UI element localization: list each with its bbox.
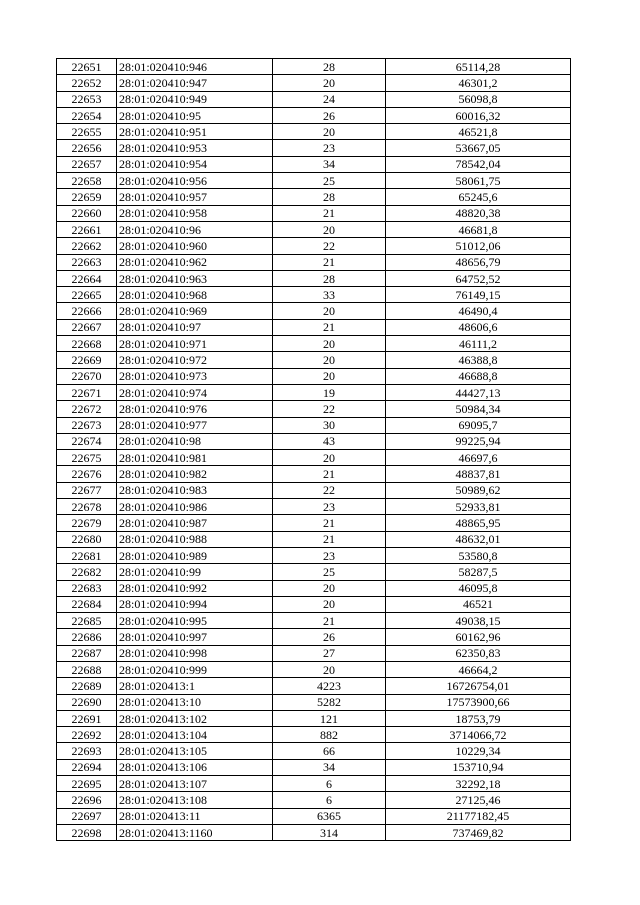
- table-row: [57, 596, 571, 612]
- area-cell: 20: [273, 303, 386, 319]
- area-cell: 22: [273, 238, 386, 254]
- table-row: [57, 808, 571, 824]
- row-number-cell: 22680: [57, 531, 117, 547]
- row-number-cell: 22662: [57, 238, 117, 254]
- cadastral-value-cell: 18753,79: [386, 710, 571, 726]
- area-cell: 21: [273, 531, 386, 547]
- table-row: [57, 319, 571, 335]
- table-row: [57, 173, 571, 189]
- row-number-cell: 22679: [57, 515, 117, 531]
- row-number-cell: 22659: [57, 189, 117, 205]
- cadastral-number-cell: 28:01:020413:104: [117, 727, 273, 743]
- row-number-cell: 22653: [57, 91, 117, 107]
- table-row: [57, 384, 571, 400]
- table-row: [57, 678, 571, 694]
- cadastral-value-cell: 48656,79: [386, 254, 571, 270]
- cadastral-value-cell: 46301,2: [386, 75, 571, 91]
- table-row: [57, 466, 571, 482]
- table-row: [57, 499, 571, 515]
- table-row: [57, 221, 571, 237]
- cadastral-number-cell: 28:01:020410:95: [117, 107, 273, 123]
- row-number-cell: 22685: [57, 613, 117, 629]
- cadastral-number-cell: 28:01:020410:974: [117, 384, 273, 400]
- row-number-cell: 22660: [57, 205, 117, 221]
- row-number-cell: 22669: [57, 352, 117, 368]
- table-row: [57, 303, 571, 319]
- cadastral-value-cell: 48820,38: [386, 205, 571, 221]
- row-number-cell: 22666: [57, 303, 117, 319]
- area-cell: 20: [273, 450, 386, 466]
- cadastral-value-cell: 46521: [386, 596, 571, 612]
- cadastral-number-cell: 28:01:020410:989: [117, 547, 273, 563]
- row-number-cell: 22670: [57, 368, 117, 384]
- table-row: [57, 710, 571, 726]
- table-row: [57, 287, 571, 303]
- table-row: [57, 531, 571, 547]
- cadastral-number-cell: 28:01:020413:10: [117, 694, 273, 710]
- row-number-cell: 22656: [57, 140, 117, 156]
- cadastral-value-cell: 44427,13: [386, 384, 571, 400]
- area-cell: 20: [273, 368, 386, 384]
- area-cell: 23: [273, 499, 386, 515]
- row-number-cell: 22661: [57, 221, 117, 237]
- row-number-cell: 22687: [57, 645, 117, 661]
- cadastral-value-cell: 21177182,45: [386, 808, 571, 824]
- cadastral-value-cell: 737469,82: [386, 824, 571, 840]
- cadastral-value-cell: 10229,34: [386, 743, 571, 759]
- area-cell: 24: [273, 91, 386, 107]
- cadastral-value-cell: 49038,15: [386, 613, 571, 629]
- area-cell: 23: [273, 140, 386, 156]
- table-row: [57, 401, 571, 417]
- area-cell: 28: [273, 270, 386, 286]
- cadastral-value-cell: 46095,8: [386, 580, 571, 596]
- row-number-cell: 22682: [57, 564, 117, 580]
- cadastral-number-cell: 28:01:020410:995: [117, 613, 273, 629]
- table-body: [57, 59, 571, 841]
- cadastral-value-cell: 48606,6: [386, 319, 571, 335]
- area-cell: 6: [273, 792, 386, 808]
- row-number-cell: 22671: [57, 384, 117, 400]
- area-cell: 43: [273, 433, 386, 449]
- area-cell: 26: [273, 629, 386, 645]
- cadastral-value-cell: 48632,01: [386, 531, 571, 547]
- area-cell: 5282: [273, 694, 386, 710]
- table-row: [57, 645, 571, 661]
- row-number-cell: 22696: [57, 792, 117, 808]
- area-cell: 34: [273, 156, 386, 172]
- row-number-cell: 22667: [57, 319, 117, 335]
- area-cell: 25: [273, 173, 386, 189]
- cadastral-number-cell: 28:01:020410:97: [117, 319, 273, 335]
- cadastral-number-cell: 28:01:020410:992: [117, 580, 273, 596]
- cadastral-number-cell: 28:01:020410:98: [117, 433, 273, 449]
- area-cell: 20: [273, 661, 386, 677]
- row-number-cell: 22677: [57, 482, 117, 498]
- cadastral-number-cell: 28:01:020410:962: [117, 254, 273, 270]
- cadastral-number-cell: 28:01:020410:963: [117, 270, 273, 286]
- row-number-cell: 22686: [57, 629, 117, 645]
- cadastral-number-cell: 28:01:020413:1: [117, 678, 273, 694]
- table-row: [57, 776, 571, 792]
- cadastral-value-table: [56, 58, 571, 841]
- area-cell: 20: [273, 221, 386, 237]
- cadastral-number-cell: 28:01:020413:102: [117, 710, 273, 726]
- table-row: [57, 759, 571, 775]
- cadastral-value-cell: 48865,95: [386, 515, 571, 531]
- area-cell: 22: [273, 401, 386, 417]
- row-number-cell: 22698: [57, 824, 117, 840]
- row-number-cell: 22672: [57, 401, 117, 417]
- cadastral-value-cell: 78542,04: [386, 156, 571, 172]
- cadastral-number-cell: 28:01:020410:953: [117, 140, 273, 156]
- table-row: [57, 75, 571, 91]
- cadastral-number-cell: 28:01:020410:947: [117, 75, 273, 91]
- cadastral-number-cell: 28:01:020413:11: [117, 808, 273, 824]
- table-row: [57, 433, 571, 449]
- table-row: [57, 515, 571, 531]
- area-cell: 20: [273, 596, 386, 612]
- cadastral-number-cell: 28:01:020410:968: [117, 287, 273, 303]
- row-number-cell: 22668: [57, 336, 117, 352]
- table-row: [57, 336, 571, 352]
- cadastral-value-cell: 46111,2: [386, 336, 571, 352]
- row-number-cell: 22694: [57, 759, 117, 775]
- area-cell: 28: [273, 59, 386, 75]
- cadastral-value-cell: 58061,75: [386, 173, 571, 189]
- table-row: [57, 368, 571, 384]
- area-cell: 22: [273, 482, 386, 498]
- area-cell: 121: [273, 710, 386, 726]
- table-row: [57, 694, 571, 710]
- area-cell: 27: [273, 645, 386, 661]
- table-row: [57, 189, 571, 205]
- area-cell: 20: [273, 124, 386, 140]
- cadastral-number-cell: 28:01:020410:969: [117, 303, 273, 319]
- table-row: [57, 613, 571, 629]
- table-row: [57, 547, 571, 563]
- cadastral-number-cell: 28:01:020410:946: [117, 59, 273, 75]
- row-number-cell: 22664: [57, 270, 117, 286]
- area-cell: 882: [273, 727, 386, 743]
- row-number-cell: 22673: [57, 417, 117, 433]
- row-number-cell: 22676: [57, 466, 117, 482]
- row-number-cell: 22674: [57, 433, 117, 449]
- row-number-cell: 22665: [57, 287, 117, 303]
- cadastral-number-cell: 28:01:020410:951: [117, 124, 273, 140]
- cadastral-number-cell: 28:01:020410:99: [117, 564, 273, 580]
- table-row: [57, 564, 571, 580]
- row-number-cell: 22654: [57, 107, 117, 123]
- row-number-cell: 22683: [57, 580, 117, 596]
- table-row: [57, 417, 571, 433]
- area-cell: 21: [273, 254, 386, 270]
- cadastral-value-cell: 69095,7: [386, 417, 571, 433]
- table-row: [57, 254, 571, 270]
- cadastral-value-cell: 65245,6: [386, 189, 571, 205]
- cadastral-value-cell: 64752,52: [386, 270, 571, 286]
- cadastral-number-cell: 28:01:020410:987: [117, 515, 273, 531]
- cadastral-value-cell: 60162,96: [386, 629, 571, 645]
- table-row: [57, 352, 571, 368]
- area-cell: 21: [273, 319, 386, 335]
- table-row: [57, 156, 571, 172]
- cadastral-number-cell: 28:01:020410:973: [117, 368, 273, 384]
- cadastral-value-cell: 46688,8: [386, 368, 571, 384]
- cadastral-value-cell: 53667,05: [386, 140, 571, 156]
- table-row: [57, 661, 571, 677]
- table-row: [57, 727, 571, 743]
- cadastral-number-cell: 28:01:020410:994: [117, 596, 273, 612]
- row-number-cell: 22681: [57, 547, 117, 563]
- cadastral-number-cell: 28:01:020410:956: [117, 173, 273, 189]
- cadastral-number-cell: 28:01:020410:96: [117, 221, 273, 237]
- cadastral-value-cell: 16726754,01: [386, 678, 571, 694]
- cadastral-value-cell: 65114,28: [386, 59, 571, 75]
- cadastral-value-cell: 53580,8: [386, 547, 571, 563]
- row-number-cell: 22691: [57, 710, 117, 726]
- cadastral-value-cell: 46521,8: [386, 124, 571, 140]
- cadastral-number-cell: 28:01:020410:954: [117, 156, 273, 172]
- area-cell: 20: [273, 352, 386, 368]
- table-row: [57, 824, 571, 840]
- area-cell: 20: [273, 580, 386, 596]
- cadastral-number-cell: 28:01:020410:960: [117, 238, 273, 254]
- cadastral-number-cell: 28:01:020413:108: [117, 792, 273, 808]
- row-number-cell: 22651: [57, 59, 117, 75]
- cadastral-number-cell: 28:01:020413:107: [117, 776, 273, 792]
- table-row: [57, 792, 571, 808]
- cadastral-value-cell: 17573900,66: [386, 694, 571, 710]
- area-cell: 30: [273, 417, 386, 433]
- cadastral-value-cell: 52933,81: [386, 499, 571, 515]
- area-cell: 21: [273, 613, 386, 629]
- table-row: [57, 140, 571, 156]
- cadastral-number-cell: 28:01:020413:1160: [117, 824, 273, 840]
- cadastral-value-cell: 62350,83: [386, 645, 571, 661]
- table-row: [57, 59, 571, 75]
- cadastral-number-cell: 28:01:020410:988: [117, 531, 273, 547]
- cadastral-value-cell: 3714066,72: [386, 727, 571, 743]
- cadastral-number-cell: 28:01:020410:982: [117, 466, 273, 482]
- table-row: [57, 482, 571, 498]
- table-row: [57, 580, 571, 596]
- area-cell: 4223: [273, 678, 386, 694]
- cadastral-value-cell: 46664,2: [386, 661, 571, 677]
- cadastral-number-cell: 28:01:020413:106: [117, 759, 273, 775]
- row-number-cell: 22652: [57, 75, 117, 91]
- row-number-cell: 22657: [57, 156, 117, 172]
- table-row: [57, 629, 571, 645]
- row-number-cell: 22675: [57, 450, 117, 466]
- row-number-cell: 22692: [57, 727, 117, 743]
- cadastral-value-cell: 58287,5: [386, 564, 571, 580]
- table-row: [57, 124, 571, 140]
- row-number-cell: 22658: [57, 173, 117, 189]
- cadastral-value-cell: 51012,06: [386, 238, 571, 254]
- cadastral-value-cell: 32292,18: [386, 776, 571, 792]
- table-row: [57, 270, 571, 286]
- area-cell: 19: [273, 384, 386, 400]
- cadastral-value-cell: 56098,8: [386, 91, 571, 107]
- cadastral-number-cell: 28:01:020410:958: [117, 205, 273, 221]
- area-cell: 21: [273, 205, 386, 221]
- row-number-cell: 22655: [57, 124, 117, 140]
- cadastral-number-cell: 28:01:020413:105: [117, 743, 273, 759]
- cadastral-value-cell: 50989,62: [386, 482, 571, 498]
- area-cell: 66: [273, 743, 386, 759]
- row-number-cell: 22690: [57, 694, 117, 710]
- cadastral-number-cell: 28:01:020410:977: [117, 417, 273, 433]
- table-row: [57, 107, 571, 123]
- row-number-cell: 22688: [57, 661, 117, 677]
- cadastral-value-cell: 27125,46: [386, 792, 571, 808]
- cadastral-value-cell: 46490,4: [386, 303, 571, 319]
- cadastral-number-cell: 28:01:020410:999: [117, 661, 273, 677]
- cadastral-number-cell: 28:01:020410:997: [117, 629, 273, 645]
- table-row: [57, 238, 571, 254]
- area-cell: 25: [273, 564, 386, 580]
- table-row: [57, 205, 571, 221]
- cadastral-value-cell: 50984,34: [386, 401, 571, 417]
- cadastral-number-cell: 28:01:020410:986: [117, 499, 273, 515]
- area-cell: 33: [273, 287, 386, 303]
- cadastral-number-cell: 28:01:020410:971: [117, 336, 273, 352]
- area-cell: 21: [273, 466, 386, 482]
- row-number-cell: 22678: [57, 499, 117, 515]
- area-cell: 314: [273, 824, 386, 840]
- cadastral-number-cell: 28:01:020410:972: [117, 352, 273, 368]
- area-cell: 6: [273, 776, 386, 792]
- cadastral-value-cell: 46681,8: [386, 221, 571, 237]
- cadastral-value-cell: 46697,6: [386, 450, 571, 466]
- row-number-cell: 22663: [57, 254, 117, 270]
- cadastral-value-cell: 153710,94: [386, 759, 571, 775]
- cadastral-value-cell: 48837,81: [386, 466, 571, 482]
- cadastral-number-cell: 28:01:020410:981: [117, 450, 273, 466]
- area-cell: 26: [273, 107, 386, 123]
- cadastral-value-cell: 60016,32: [386, 107, 571, 123]
- area-cell: 23: [273, 547, 386, 563]
- row-number-cell: 22697: [57, 808, 117, 824]
- table-row: [57, 743, 571, 759]
- area-cell: 21: [273, 515, 386, 531]
- row-number-cell: 22684: [57, 596, 117, 612]
- table-row: [57, 91, 571, 107]
- table-row: [57, 450, 571, 466]
- cadastral-number-cell: 28:01:020410:957: [117, 189, 273, 205]
- cadastral-value-cell: 99225,94: [386, 433, 571, 449]
- area-cell: 28: [273, 189, 386, 205]
- area-cell: 20: [273, 75, 386, 91]
- cadastral-number-cell: 28:01:020410:949: [117, 91, 273, 107]
- row-number-cell: 22695: [57, 776, 117, 792]
- row-number-cell: 22693: [57, 743, 117, 759]
- area-cell: 34: [273, 759, 386, 775]
- area-cell: 6365: [273, 808, 386, 824]
- cadastral-number-cell: 28:01:020410:998: [117, 645, 273, 661]
- cadastral-number-cell: 28:01:020410:983: [117, 482, 273, 498]
- cadastral-value-cell: 76149,15: [386, 287, 571, 303]
- area-cell: 20: [273, 336, 386, 352]
- cadastral-number-cell: 28:01:020410:976: [117, 401, 273, 417]
- row-number-cell: 22689: [57, 678, 117, 694]
- cadastral-value-cell: 46388,8: [386, 352, 571, 368]
